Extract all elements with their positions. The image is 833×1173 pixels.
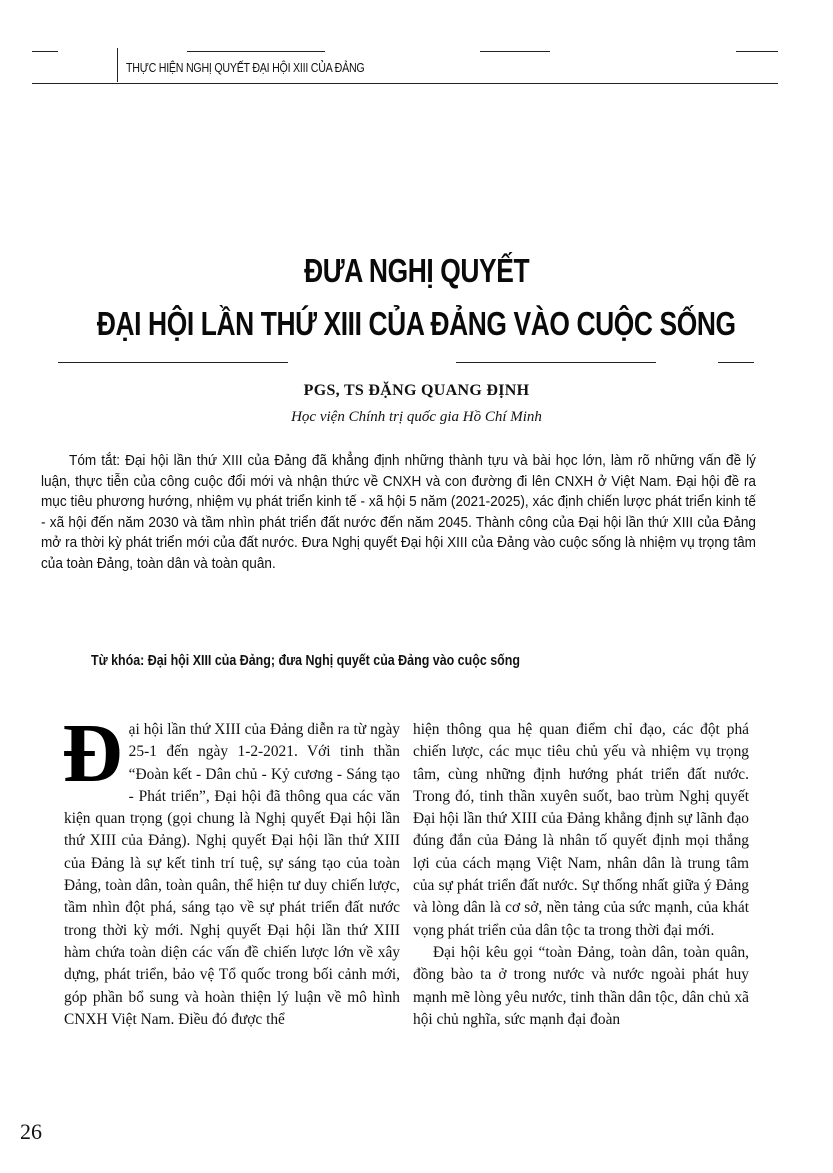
body-paragraph-right-2: Đại hội kêu gọi “toàn Đảng, toàn dân, toàn quân, đồng bào ta ở trong nước và nước ngoài phát huy mạnh mẽ lòng yêu nước, tinh thần dân tộc, dân chủ xã hội chủ nghĩa, sức mạnh đại đoàn	[413, 943, 749, 1028]
author-name: PGS, TS ĐẶNG QUANG ĐỊNH	[303, 382, 530, 399]
abstract: Tóm tắt: Đại hội lần thứ XIII của Đảng đã khẳng định những thành tựu và bài học lớn, làm rõ những vấn đề lý luận, thực tiễn của công cuộc đổi mới và nhận thức về CNXH và con đường đi lên CNXH ở Việt Nam. Đại hội đề ra mục tiêu phương hướng, nhiệm vụ phát triển kinh tế - xã hội 5 năm (2021-2025), xác định chiến lược phát triển kinh tế - xã hội đến năm 2030 và tầm nhìn phát triển đất nước đến năm 2045. Thành công của Đại hội lần thứ XIII của Đảng mở ra thời kỳ phát triển mới của đất nước. Đưa Nghị quyết Đại hội XIII của Đảng vào cuộc sống là nhiệm vụ trọng tâm của toàn Đảng, toàn dân và toàn quân.	[41, 452, 756, 572]
body-column-right	[413, 719, 749, 1031]
header-vertical-bar	[117, 48, 118, 82]
body-column-left	[62, 707, 400, 1031]
header-rule-top-middle	[187, 51, 325, 52]
article-title-line-1-text: ĐƯA NGHỊ QUYẾT	[303, 252, 530, 289]
title-rule-right	[718, 362, 754, 363]
running-head: THỰC HIỆN NGHỊ QUYẾT ĐẠI HỘI XIII CỦA ĐẢNG	[126, 60, 365, 75]
body-paragraph-right-1: hiện thông qua hệ quan điểm chỉ đạo, các đột phá chiến lược, các mục tiêu chủ yếu và nhiệm vụ trọng tâm, cùng những định hướng phát triển đất nước. Trong đó, tinh thần xuyên suốt, bao trùm Nghị quyết Đại hội lần thứ XIII của Đảng khẳng định sự lãnh đạo đúng đắn của Đảng là nhân tố quyết định mọi thắng lợi của cách mạng Việt Nam, nhân dân là trung tâm của sự phát triển đất nước. Sự thống nhất giữa ý Đảng và lòng dân là cơ sở, nền tảng của sức mạnh, của khát vọng phát triển của dân tộc ta trong thời đại mới.	[413, 721, 749, 939]
article-title-line-2-text: ĐẠI HỘI LẦN THỨ XIII CỦA ĐẢNG VÀO CUỘC SỐNG	[97, 305, 736, 342]
author-affiliation: Học viện Chính trị quốc gia Hồ Chí Minh	[291, 409, 542, 425]
drop-cap: Đ	[62, 707, 123, 800]
header-rule-top-right-2	[736, 51, 778, 52]
header-rule-top-right-1	[480, 51, 550, 52]
header-rule-bottom	[32, 83, 778, 84]
article-title-line-2	[0, 305, 833, 343]
header-rule-top-left	[32, 51, 58, 52]
title-rule-left	[58, 362, 288, 363]
article-title-line-1	[0, 252, 833, 290]
title-rule-middle	[456, 362, 656, 363]
keywords: Từ khóa: Đại hội XIII của Đảng; đưa Nghị quyết của Đảng vào cuộc sống	[91, 652, 520, 669]
body-paragraph-left: ại hội lần thứ XIII của Đảng diễn ra từ ngày 25-1 đến ngày 1-2-2021. Với tinh thần “Đoàn kết - Dân chủ - Kỷ cương - Sáng tạo - Phát triển”, Đại hội đã thông qua các văn kiện quan trọng (gọi chung là Nghị quyết Đại hội lần thứ XIII của Đảng). Nghị quyết Đại hội lần thứ XIII của Đảng là sự kết tinh trí tuệ, sự sáng tạo của toàn Đảng, toàn dân, toàn quân, thể hiện tư duy chiến lược, tầm nhìn đột phá, sáng tạo về sự phát triển đất nước trong thời kỳ mới. Nghị quyết Đại hội lần thứ XIII hàm chứa toàn diện các vấn đề chiến lược lớn về xây dựng, phát triển, bảo vệ Tổ quốc trong bối cảnh mới, góp phần bổ sung và hoàn thiện lý luận về mô hình CNXH Việt Nam. Điều đó được thể	[64, 721, 400, 1028]
page-number: 26	[20, 1119, 42, 1144]
